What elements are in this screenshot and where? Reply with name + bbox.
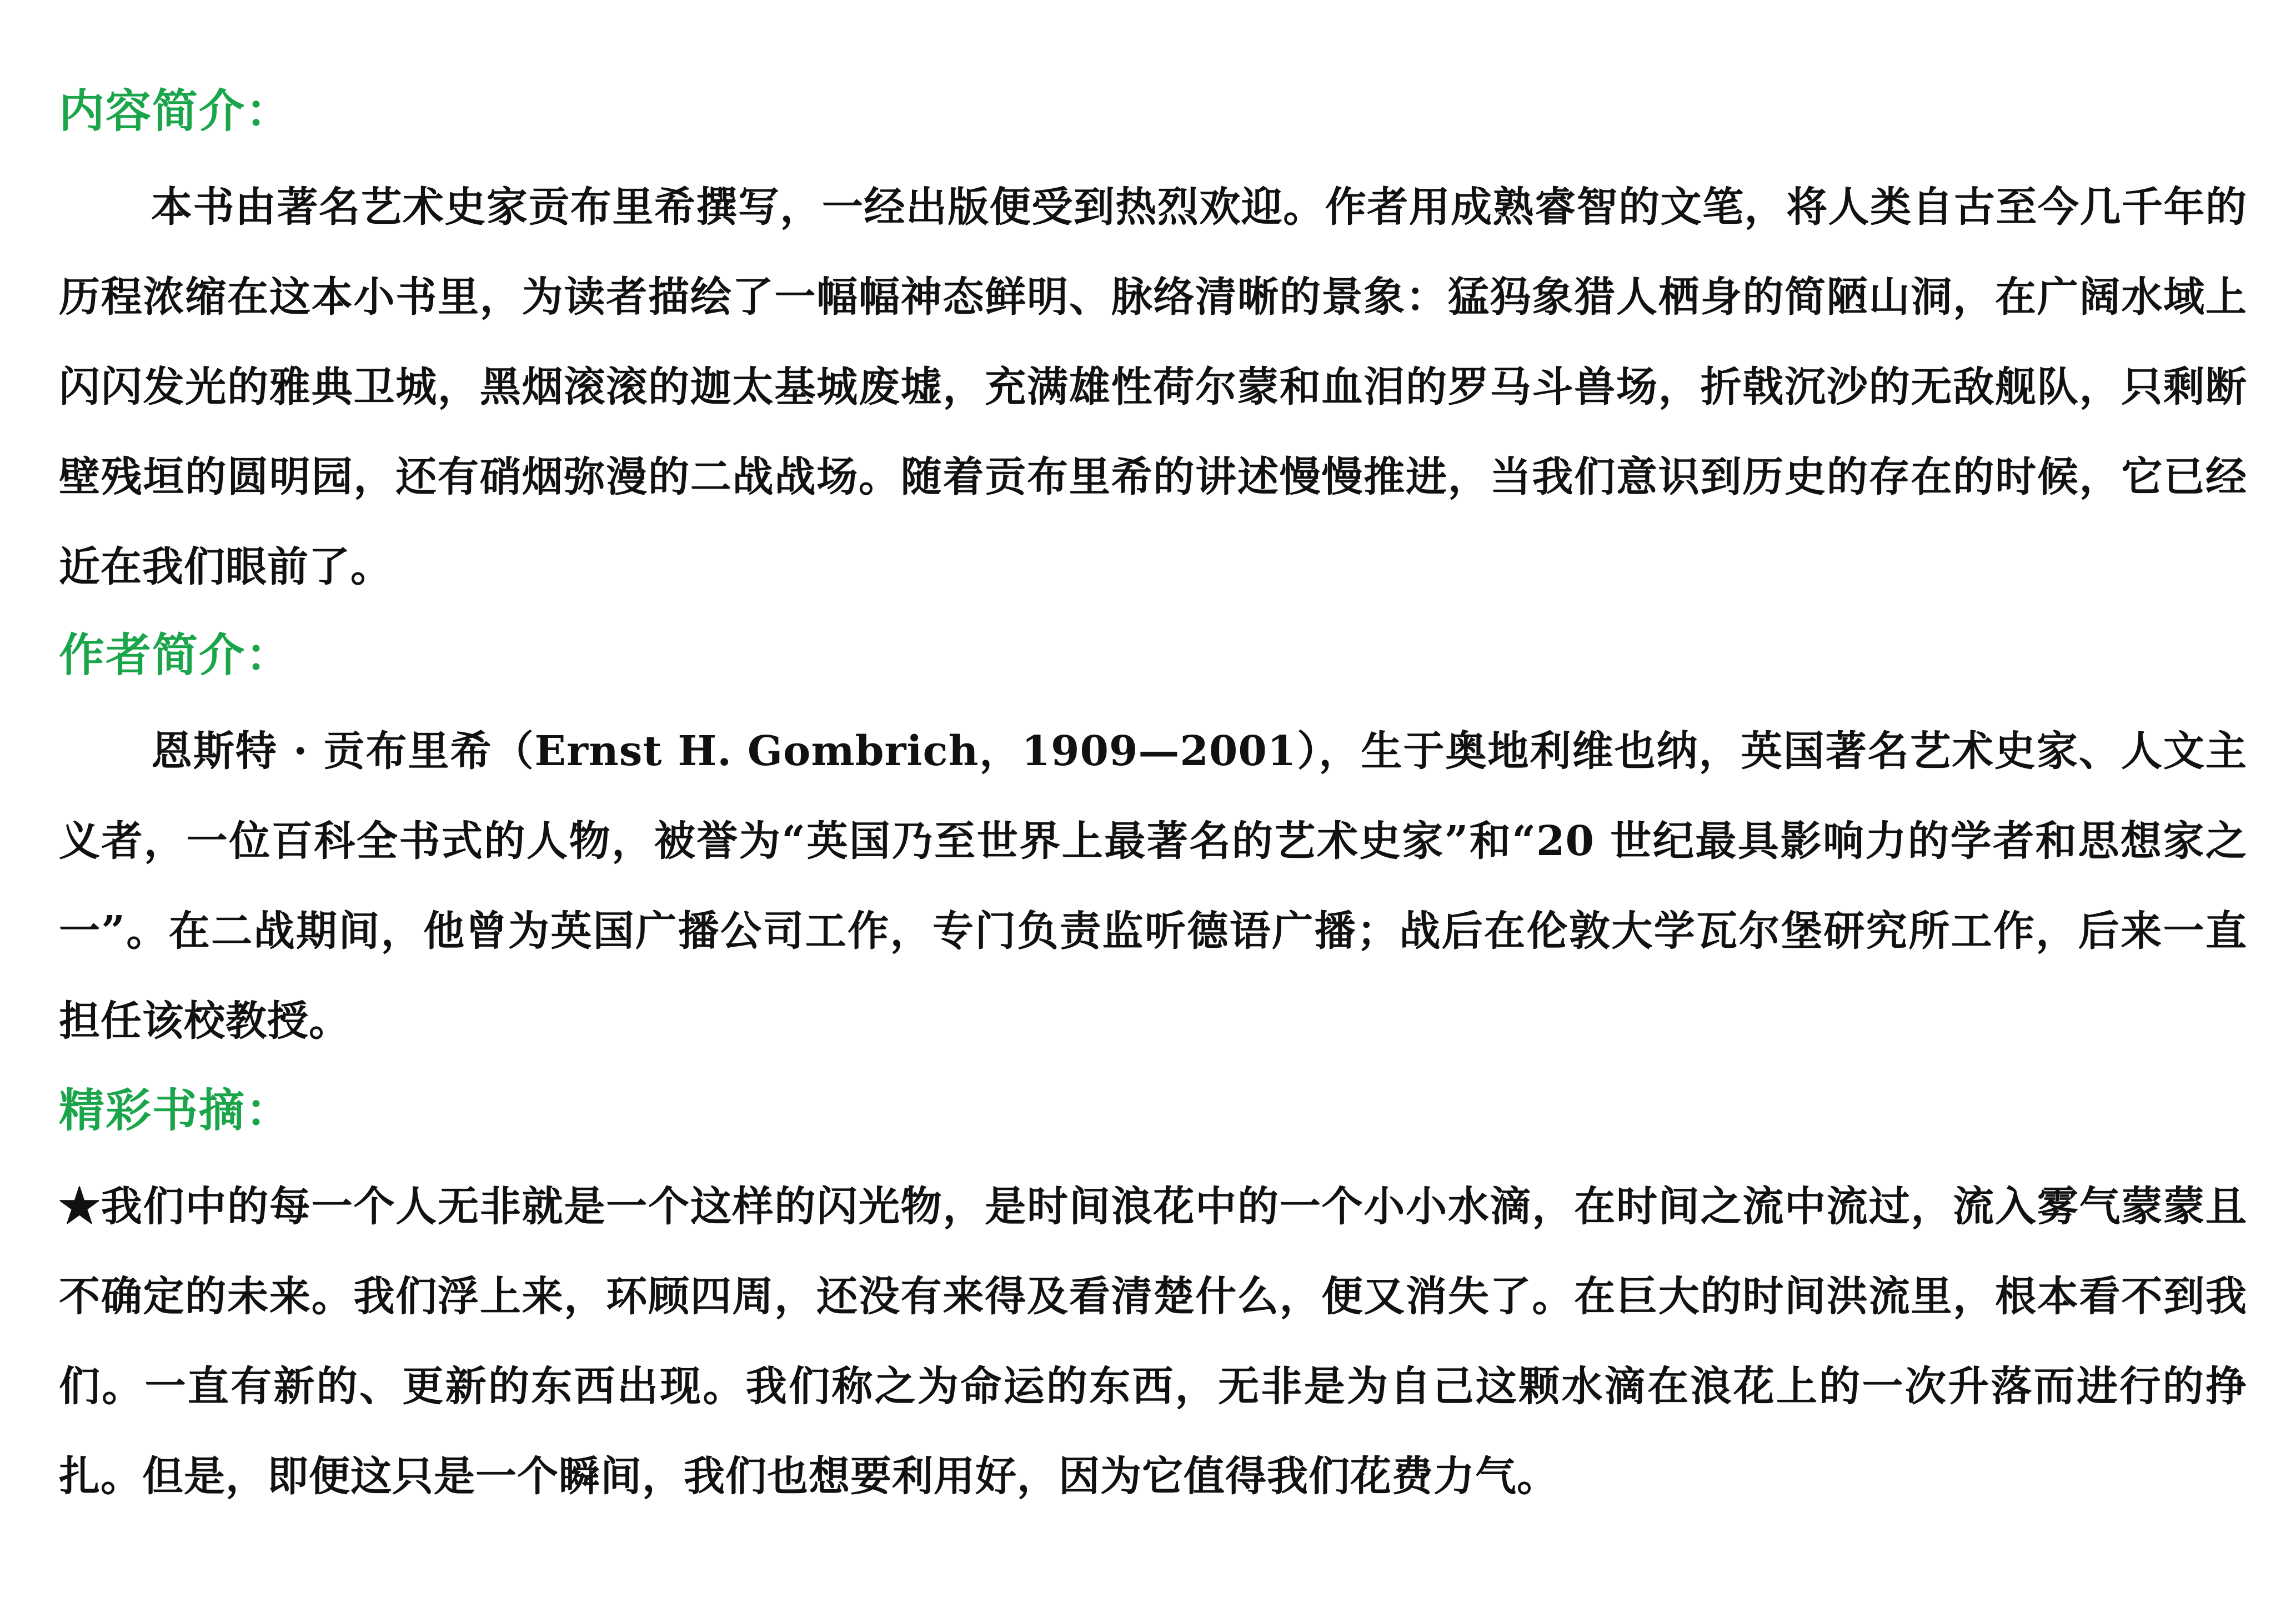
content-intro-paragraph: 本书由著名艺术史家贡布里希撰写，一经出版便受到热烈欢迎。作者用成熟睿智的文笔，将人类自古至今几千年的历程浓缩在这本小书里，为读者描绘了一幅幅神态鲜明、脉络清晰的景象：猛犸象猎人栖身的简陋山洞，在广阔水域上闪闪发光的雅典卫城，黑烟滚滚的迦太基城废墟，充满雄性荷尔蒙和血泪的罗马斗兽场，折戟沉沙的无敌舰队，只剩断壁残垣的圆明园，还有硝烟弥漫的二战战场。随着贡布里希的讲述慢慢推进，当我们意识到历史的存在的时候，它已经近在我们眼前了。 <box>59 183 2247 591</box>
author-intro-heading: 作者简介： <box>59 629 293 682</box>
excerpt-paragraph: ★我们中的每一个人无非就是一个这样的闪光物，是时间浪花中的一个小小水滴，在时间之流中流过，流入雾气蒙蒙且不确定的未来。我们浮上来，环顾四周，还没有来得及看清楚什么，便又消失了。在巨大的时间洪流里，根本看不到我们。一直有新的、更新的东西出现。我们称之为命运的东西，无非是为自己这颗水滴在浪花上的一次升落而进行的挣扎。但是，即便这只是一个瞬间，我们也想要利用好，因为它值得我们花费力气。 <box>59 1183 2247 1500</box>
content-intro-heading: 内容简介： <box>59 84 293 138</box>
excerpt-heading: 精彩书摘： <box>59 1084 293 1137</box>
author-intro-paragraph: 恩斯特 · 贡布里希（Ernst H. Gombrich，1909—2001），生于奥地利维也纳，英国著名艺术史家、人文主义者，一位百科全书式的人物，被誉为“英国乃至世界上最著名的艺术史家”和“20 世纪最具影响力的学者和思想家之一”。在二战期间，他曾为英国广播公司工作，专门负责监听德语广播；战后在伦敦大学瓦尔堡研究所工作，后来一直担任该校教授。 <box>59 727 2247 1045</box>
